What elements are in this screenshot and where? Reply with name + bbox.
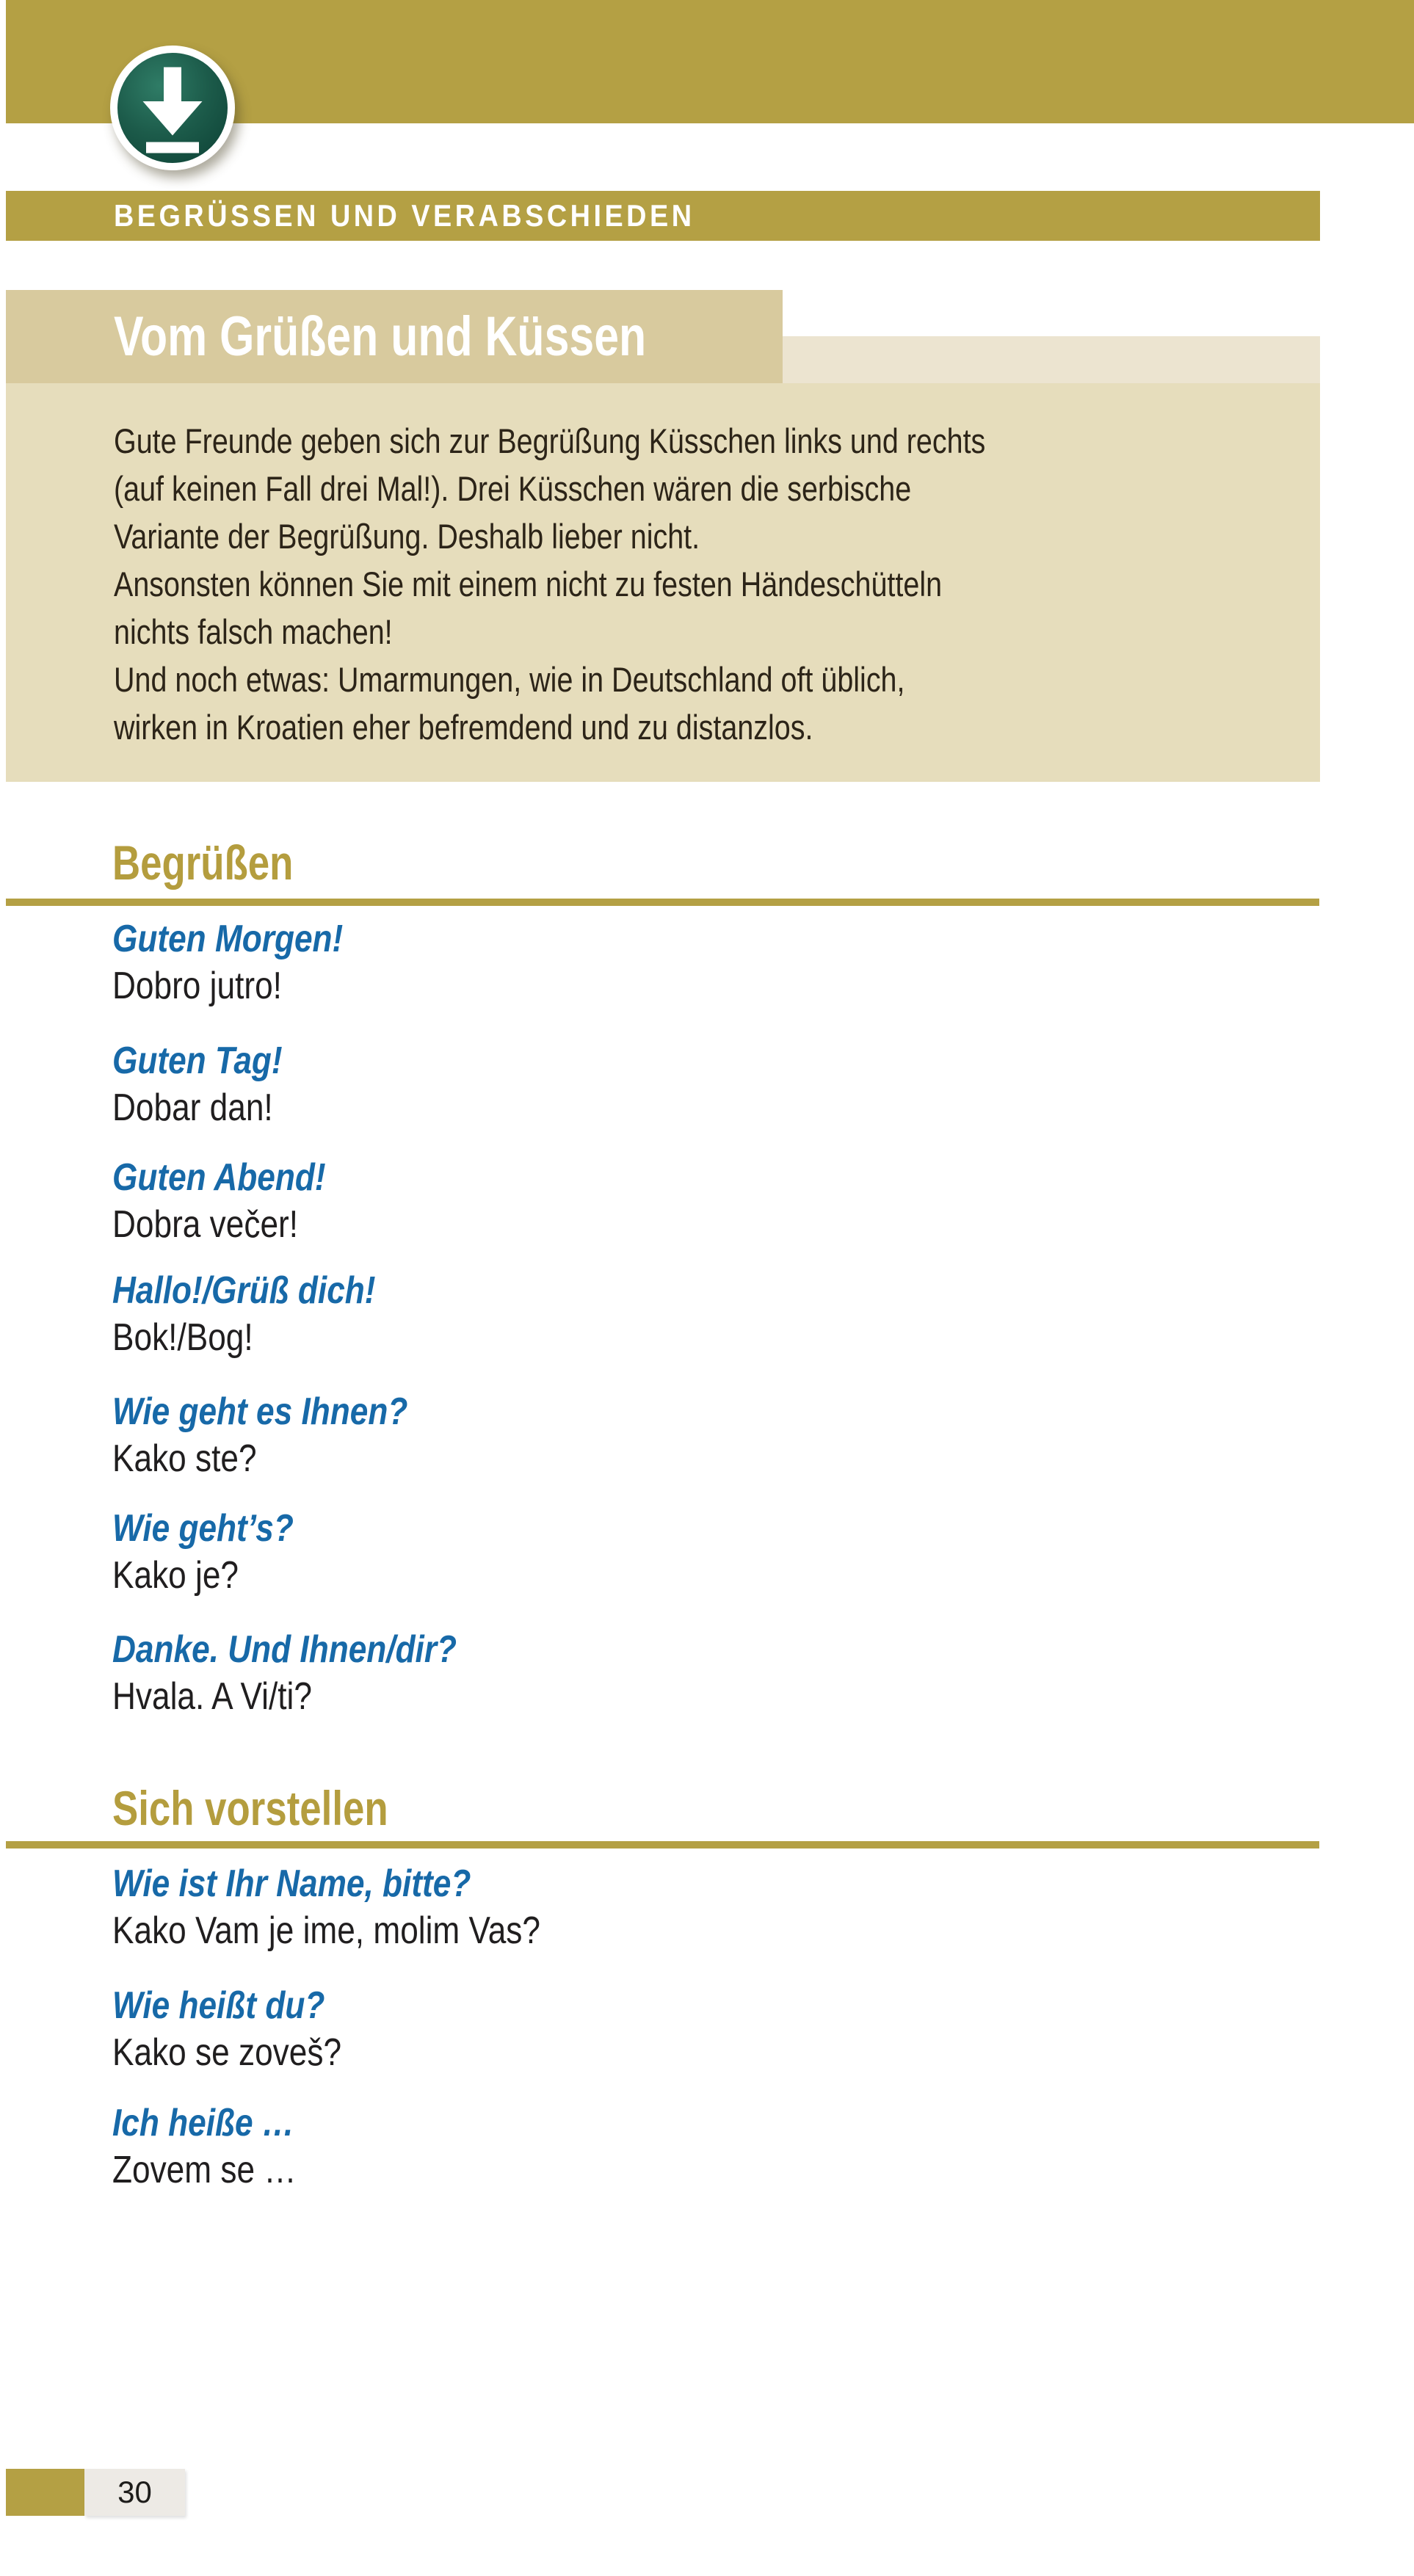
- phrase-croatian: Dobra večer!: [112, 1203, 299, 1246]
- phrase-german: Ich heiße …: [112, 2102, 295, 2144]
- phrase-croatian: Dobar dan!: [112, 1086, 273, 1129]
- phrase-pair: [112, 915, 384, 1009]
- page-tab-color-block: [6, 2469, 84, 2516]
- intro-line: Ansonsten können Sie mit einem nicht zu festen Händeschütteln: [114, 565, 943, 603]
- section-heading-sich-vorstellen: Sich vorstellen: [112, 1781, 388, 1835]
- phrase-croatian: Kako se zoveš?: [112, 2031, 342, 2074]
- phrase-german: Guten Tag!: [112, 1040, 283, 1082]
- phrase-croatian: Kako ste?: [112, 1437, 257, 1480]
- chapter-kicker: BEGRÜSSEN UND VERABSCHIEDEN: [114, 198, 695, 233]
- intro-line: wirken in Kroatien eher befremdend und zu distanzlos.: [114, 708, 813, 747]
- phrase-pair: [112, 1860, 616, 1954]
- phrase-german: Wie ist Ihr Name, bitte?: [112, 1862, 471, 1905]
- phrase-pair: [112, 1267, 422, 1361]
- phrase-croatian: Zovem se …: [112, 2149, 297, 2191]
- phrase-pair: [112, 1388, 460, 1482]
- phrase-german: Wie geht es Ihnen?: [112, 1390, 408, 1433]
- intro-line: Gute Freunde geben sich zur Begrüßung Küsschen links und rechts: [114, 421, 986, 460]
- phrase-german: Danke. Und Ihnen/dir?: [112, 1628, 457, 1671]
- phrase-pair: [112, 2100, 329, 2194]
- download-icon[interactable]: [110, 46, 235, 170]
- intro-line: nichts falsch machen!: [114, 612, 393, 651]
- phrase-croatian: Kako Vam je ime, molim Vas?: [112, 1909, 540, 1952]
- phrase-pair: [112, 1505, 325, 1599]
- page-number: 30: [117, 2475, 152, 2509]
- phrase-german: Wie geht’s?: [112, 1507, 294, 1550]
- phrase-german: Hallo!/Grüß dich!: [112, 1269, 376, 1312]
- phrase-croatian: Hvala. A Vi/ti?: [112, 1675, 312, 1718]
- intro-line: (auf keinen Fall drei Mal!). Drei Küsschen wären die serbische: [114, 469, 912, 508]
- intro-line: Variante der Begrüßung. Deshalb lieber nicht.: [114, 517, 700, 556]
- phrase-croatian: Kako je?: [112, 1554, 239, 1597]
- intro-title-text: Vom Grüßen und Küssen: [114, 305, 647, 368]
- intro-line: Und noch etwas: Umarmungen, wie in Deutschland oft üblich,: [114, 660, 905, 699]
- phrase-croatian: Bok!/Bog!: [112, 1316, 253, 1359]
- section-rule: [6, 1841, 1319, 1848]
- phrase-pair: [112, 1626, 518, 1720]
- phrase-german: Guten Abend!: [112, 1156, 326, 1199]
- chapter-kicker-bar: [6, 191, 1320, 241]
- intro-paragraph: [114, 417, 1151, 751]
- phrase-pair: [112, 1154, 363, 1248]
- section-rule: [6, 899, 1319, 906]
- phrase-german: Wie heißt du?: [112, 1984, 325, 2027]
- phrase-pair: [112, 1982, 382, 2076]
- section-heading-begruessen: Begrüßen: [112, 835, 294, 890]
- intro-title: [114, 290, 779, 383]
- phrase-german: Guten Morgen!: [112, 918, 344, 960]
- phrase-croatian: Dobro jutro!: [112, 965, 282, 1007]
- intro-title-strip: [783, 336, 1320, 383]
- phrase-pair: [112, 1037, 313, 1131]
- page-tab: [84, 2469, 185, 2516]
- download-arrow-icon: [117, 53, 228, 163]
